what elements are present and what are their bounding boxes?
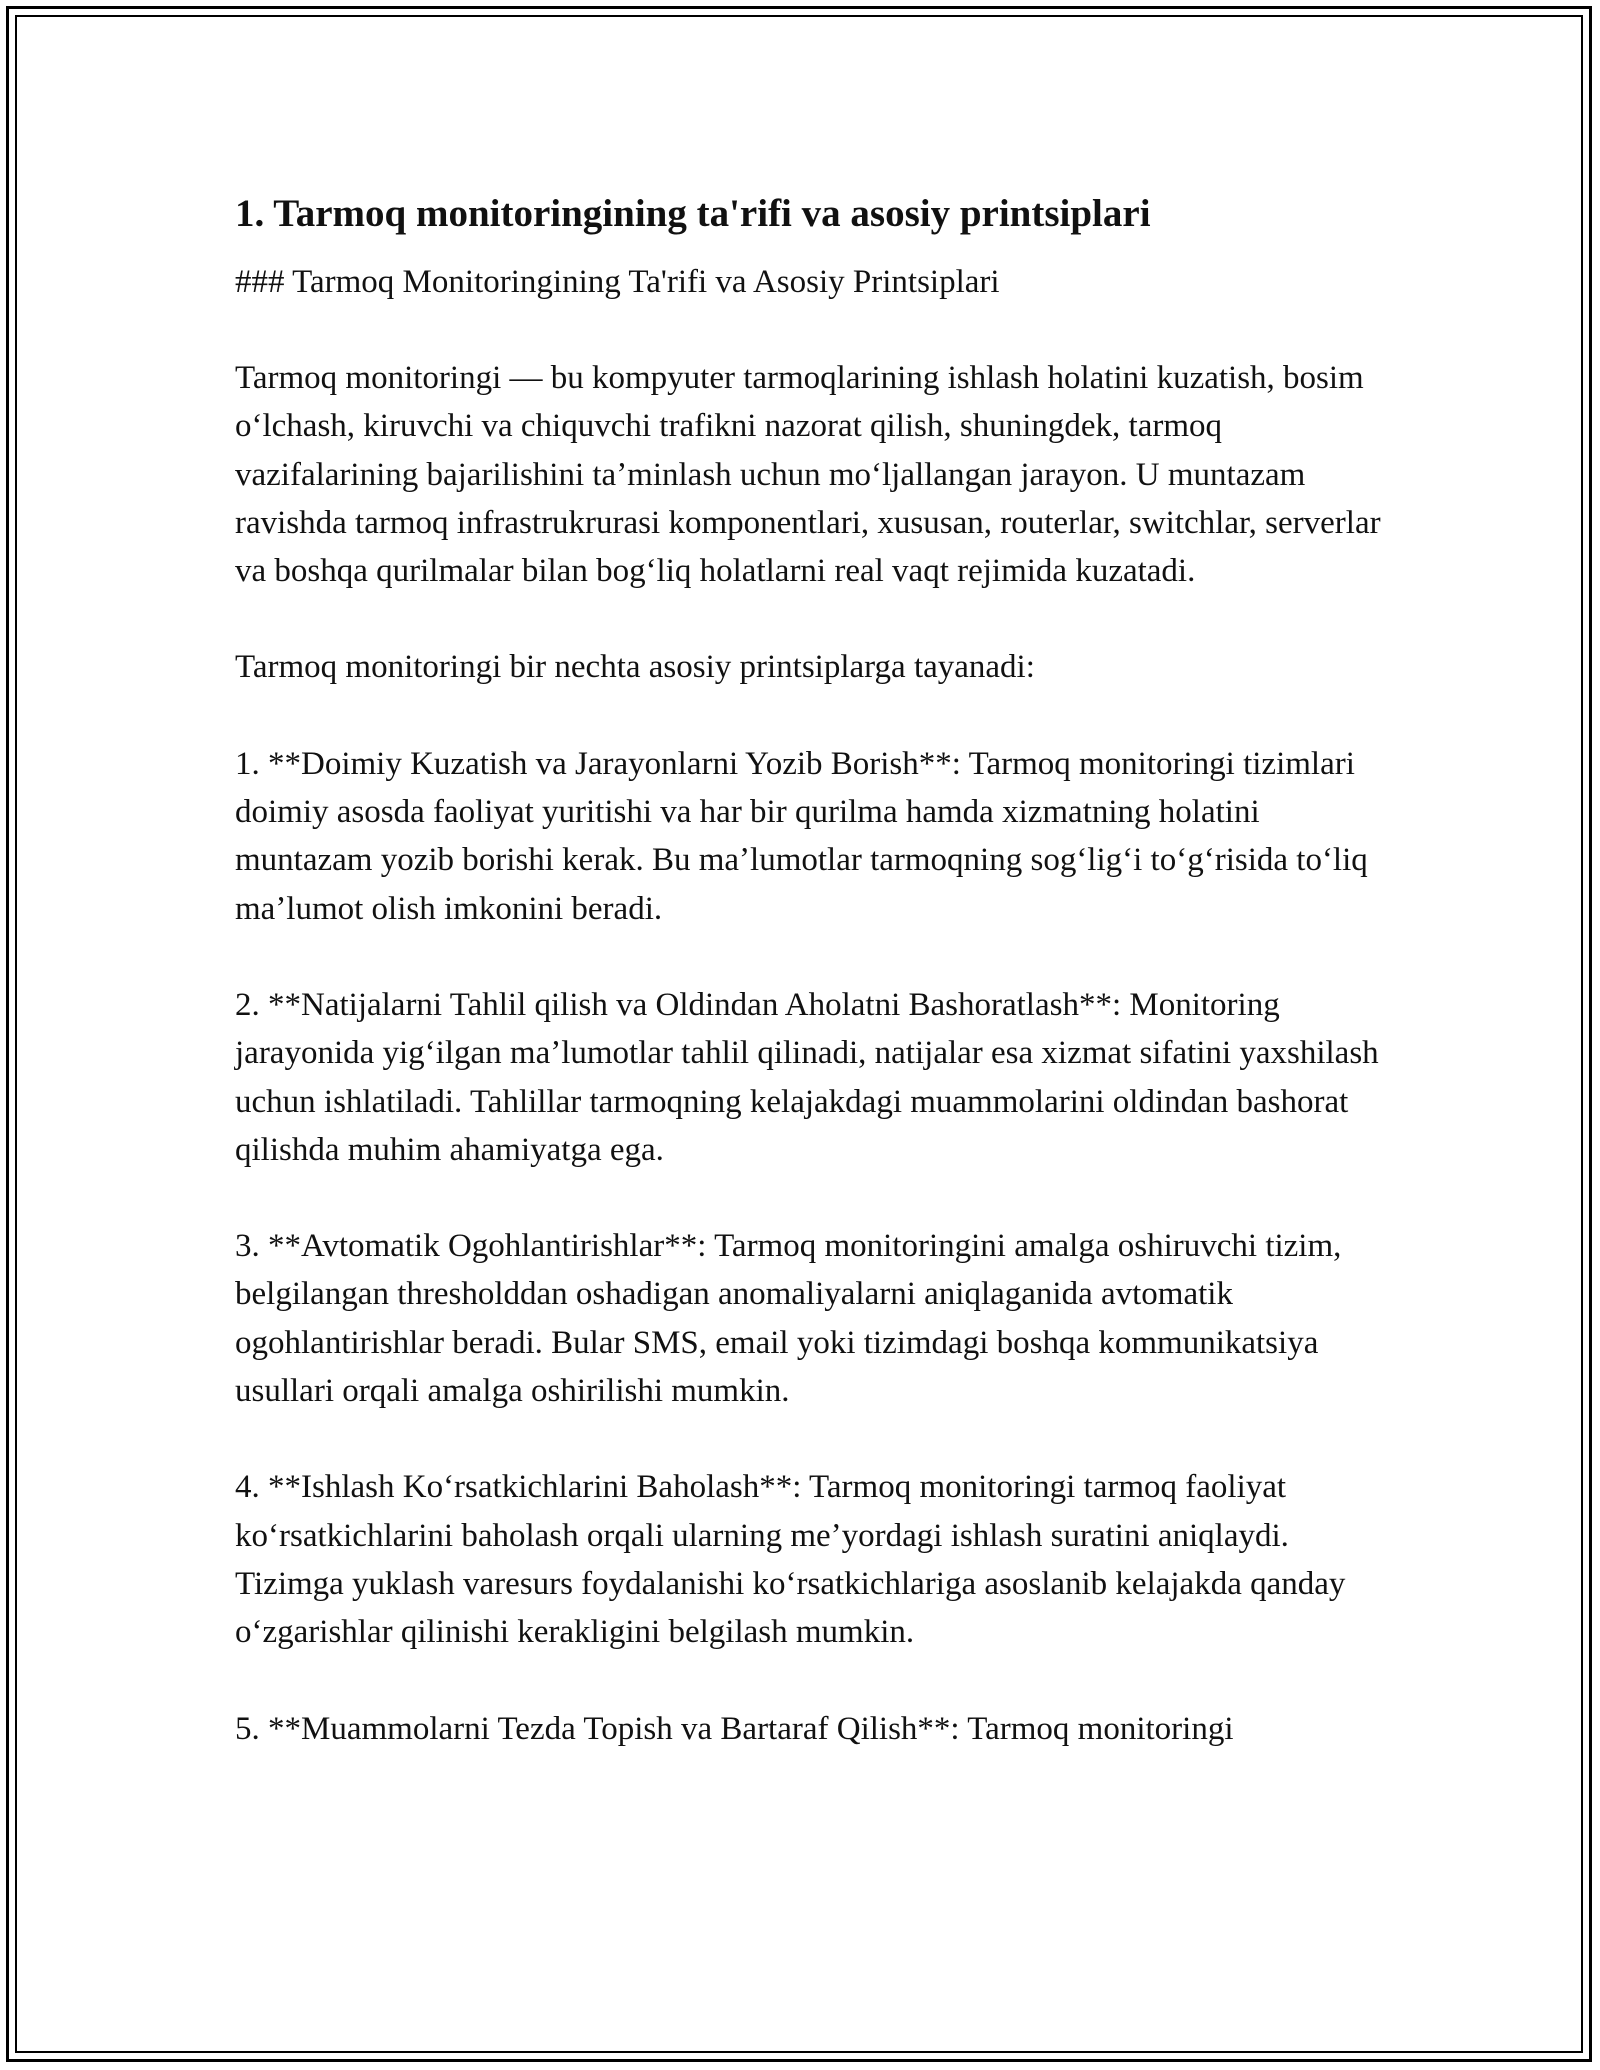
- principle-item-2: 2. **Natijalarni Tahlil qilish va Oldindan Aholatni Bashoratlash**: Monitoring jarayonida yigʻilgan maʼlumotlar tahlil qilinadi, natijalar esa xizmat sifatini yaxshilash uchun ishlatiladi. Tahlillar tarmoqning kelajakdagi muammolarini oldindan bashorat qilishda muhim ahamiyatga ega.: [235, 986, 1379, 1168]
- document-body: [235, 188, 1385, 1753]
- principle-item-4: 4. **Ishlash Koʻrsatkichlarini Baholash**: Tarmoq monitoringi tarmoq faoliyat koʻrsatkichlarini baholash orqali ularning meʼyordagi ishlash suratini aniqlaydi. Tizimga yuklash varesurs foydalanishi koʻrsatkichlariga asoslanib kelajakda qanday oʻzgarishlar qilinishi kerakligini belgilash mumkin.: [235, 1469, 1346, 1651]
- markdown-subheading: ### Tarmoq Monitoringining Ta'rifi va Asosiy Printsiplari: [235, 264, 1000, 300]
- principle-item-3: 3. **Avtomatik Ogohlantirishlar**: Tarmoq monitoringini amalga oshiruvchi tizim, belgilangan thresholddan oshadigan anomaliyalarni aniqlaganida avtomatik ogohlantirishlar beradi. Bular SMS, email yoki tizimdagi boshqa kommunikatsiya usullari orqali amalga oshirilishi mumkin.: [235, 1228, 1342, 1410]
- principle-item-5: 5. **Muammolarni Tezda Topish va Bartaraf Qilish**: Tarmoq monitoringi: [235, 1710, 1234, 1747]
- principle-item-1: 1. **Doimiy Kuzatish va Jarayonlarni Yozib Borish**: Tarmoq monitoringi tizimlari doimiy asosda faoliyat yuritishi va har bir qurilma hamda xizmatning holatini muntazam yozib borishi kerak. Bu maʼlumotlar tarmoqning sogʻligʻi toʻgʻrisida toʻliq maʼlumot olish imkonini beradi.: [235, 745, 1368, 927]
- document-title: 1. Tarmoq monitoringining ta'rifi va asosiy printsiplari: [235, 192, 1151, 235]
- principles-intro-paragraph: Tarmoq monitoringi bir nechta asosiy printsiplarga tayanadi:: [235, 649, 1035, 686]
- definition-paragraph: Tarmoq monitoringi — bu kompyuter tarmoqlarining ishlash holatini kuzatish, bosim oʻlchash, kiruvchi va chiquvchi trafikni nazorat qilish, shuningdek, tarmoq vazifalarining bajarilishini taʼminlash uchun moʻljallangan jarayon. U muntazam ravishda tarmoq infrastrukrurasi komponentlari, xususan, routerlar, switchlar, serverlar va boshqa qurilmalar bilan bogʻliq holatlarni real vaqt rejimida kuzatadi.: [235, 360, 1381, 590]
